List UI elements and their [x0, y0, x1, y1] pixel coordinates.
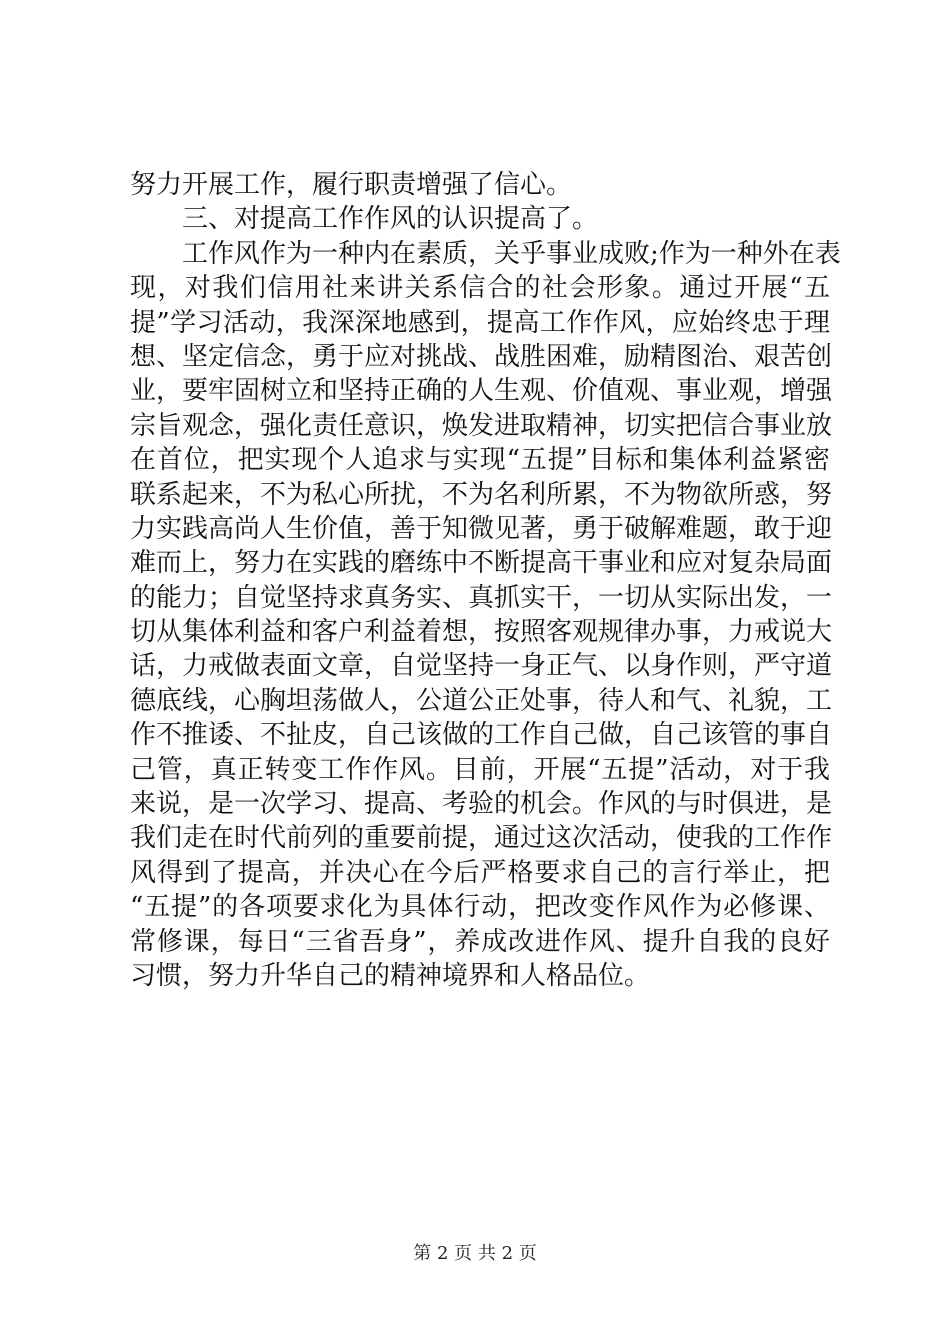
text-line: 想、坚定信念，勇于应对挑战、战胜困难，励精图治、艰苦创	[130, 341, 833, 372]
text-line: 习惯，努力升华自己的精神境界和人格品位。	[130, 960, 651, 991]
text-line: 常修课，每日“三省吾身”，养成改进作风、提升自我的良好	[130, 926, 830, 957]
text-line: 难而上，努力在实践的磨练中不断提高干事业和应对复杂局面	[130, 548, 833, 579]
text-line: 风得到了提高，并决心在今后严格要求自己的言行举止，把	[130, 857, 830, 888]
text-line: 己管，真正转变工作作风。目前，开展“五提”活动，对于我	[130, 754, 830, 785]
text-line: 工作风作为一种内在素质，关乎事业成败;作为一种外在表	[182, 238, 841, 269]
text-line: “五提”的各项要求化为具体行动，把改变作风作为必修课、	[130, 892, 830, 923]
text-line: 力实践高尚人生价值，善于知微见著，勇于破解难题，敢于迎	[130, 513, 833, 544]
text-line: 话，力戒做表面文章，自觉坚持一身正气、以身作则，严守道	[130, 651, 833, 682]
text-line: 德底线，心胸坦荡做人，公道公正处事，待人和气、礼貌，工	[130, 685, 833, 716]
text-line: 作不推诿、不扯皮，自己该做的工作自己做，自己该管的事自	[130, 720, 833, 751]
text-line: 现，对我们信用社来讲关系信合的社会形象。通过开展“五	[130, 273, 830, 304]
section-heading: 三、对提高工作作风的认识提高了。	[182, 204, 599, 235]
text-line: 在首位，把实现个人追求与实现“五提”目标和集体利益紧密	[130, 445, 830, 476]
text-line: 业，要牢固树立和坚持正确的人生观、价值观、事业观，增强	[130, 376, 833, 407]
text-line: 提”学习活动，我深深地感到，提高工作作风，应始终忠于理	[130, 307, 830, 338]
text-line: 努力开展工作，履行职责增强了信心。	[130, 170, 573, 200]
text-line: 联系起来，不为私心所扰，不为名利所累，不为物欲所惑，努	[130, 479, 833, 510]
text-line: 宗旨观念，强化责任意识，焕发进取精神，切实把信合事业放	[130, 410, 833, 441]
body-text	[130, 168, 841, 993]
text-line: 我们走在时代前列的重要前提，通过这次活动，使我的工作作	[130, 823, 833, 854]
page-footer: 第 2 页 共 2 页	[413, 1243, 537, 1264]
text-line: 切从集体利益和客户利益着想，按照客观规律办事，力戒说大	[130, 617, 833, 648]
text-line: 来说，是一次学习、提高、考验的机会。作风的与时俱进，是	[130, 789, 833, 820]
text-line: 的能力；自觉坚持求真务实、真抓实干，一切从实际出发，一	[130, 582, 833, 613]
